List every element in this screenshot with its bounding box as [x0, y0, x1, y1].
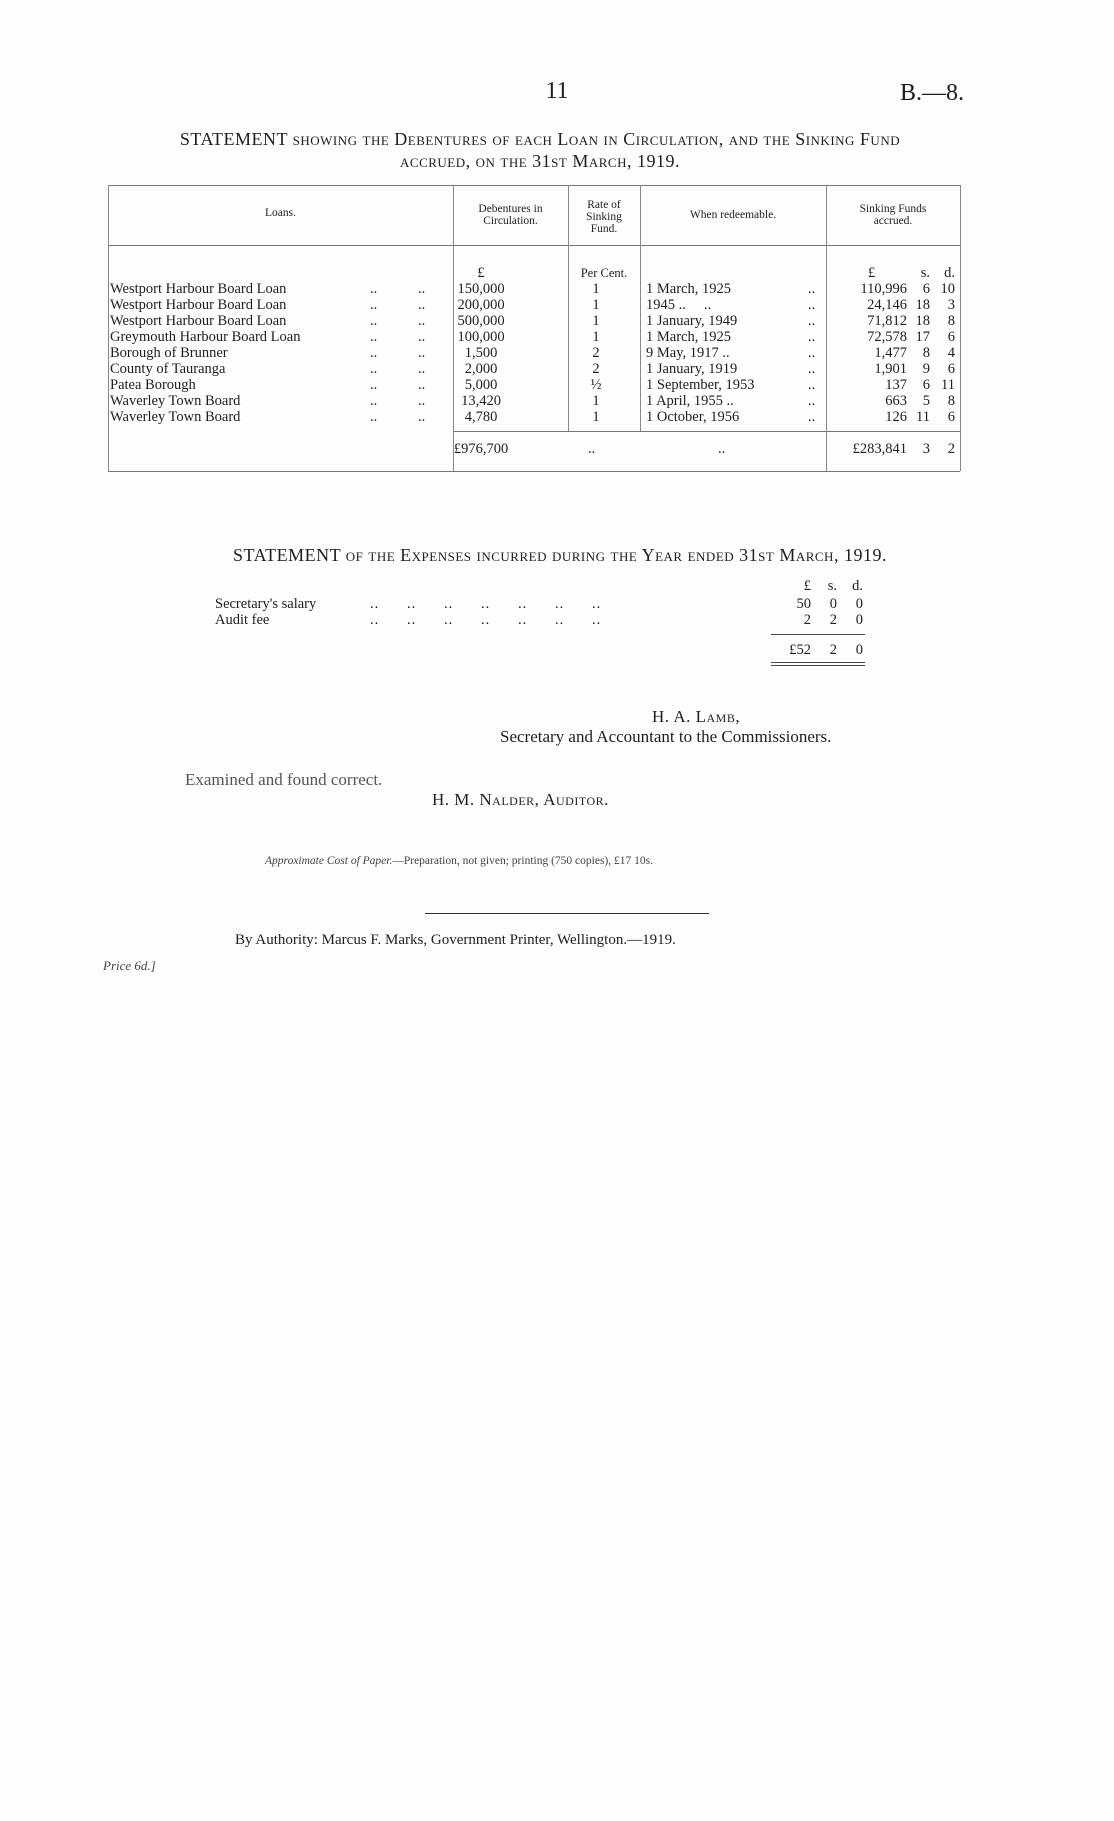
loan-name: County of Tauranga [110, 361, 226, 377]
sinking-pence: 8 [947, 313, 955, 329]
debentures-value: 4,780 [464, 409, 498, 425]
total-pence: 2 [947, 441, 955, 457]
total-pounds: £283,841 [852, 441, 907, 457]
rate-value: 1 [592, 329, 600, 345]
rate-value: 2 [592, 345, 600, 361]
sinking-shillings: 9 [922, 361, 930, 377]
sinking-pounds: 663 [885, 393, 907, 409]
footer-rule [425, 913, 709, 914]
sinking-pence: 10 [940, 281, 955, 297]
price-note: Price 6d.] [103, 958, 156, 973]
statement-title-line1: STATEMENT showing the Debentures of each Loan in Circulation, and the Sinking Fund [179, 129, 901, 149]
debentures-value: 200,000 [457, 297, 505, 313]
header-rate: Rate of Sinking Fund. [586, 199, 622, 235]
loan-name: Waverley Town Board [110, 393, 241, 409]
debentures-value: 500,000 [457, 313, 505, 329]
sinking-pence: 6 [947, 361, 955, 377]
expense-pounds: 50 [796, 596, 811, 612]
expense-label: Audit fee [215, 612, 270, 628]
sinking-shillings: 11 [916, 409, 930, 425]
debentures-table [108, 185, 960, 471]
loan-name: Greymouth Harbour Board Loan [110, 329, 301, 345]
sinking-pounds: 110,996 [860, 281, 907, 297]
page-number: 11 [545, 78, 569, 104]
rate-value: 2 [592, 361, 600, 377]
header-debentures: Debentures in Circulation. [478, 203, 543, 227]
total-shillings: 3 [922, 441, 930, 457]
table-row: Patea Borough .. .. 5,000 ½ 1 September, 1953 .. 137 6 11 [110, 377, 955, 393]
expenses-units: £ s. d. [803, 578, 863, 594]
sinking-pence: 11 [941, 377, 955, 393]
debentures-value: 100,000 [457, 329, 505, 345]
rate-value: 1 [592, 281, 600, 297]
examined-note: Examined and found correct. [185, 770, 383, 789]
loan-name: Westport Harbour Board Loan [110, 281, 287, 297]
table-row: Westport Harbour Board Loan .. .. 150,000 1 1 March, 1925 .. 110,996 6 10 [110, 281, 955, 297]
table-row: Greymouth Harbour Board Loan .. .. 100,000 1 1 March, 1925 .. 72,578 17 6 [110, 329, 955, 345]
rate-value: 1 [592, 393, 600, 409]
redeemable-date: 1 April, 1955 .. [646, 393, 734, 409]
units-row: £ Per Cent. £ s. d. [477, 265, 955, 281]
redeemable-date: 1 March, 1925 [646, 329, 731, 345]
expenses-table [215, 578, 875, 678]
table-row: Borough of Brunner .. .. 1,500 2 9 May, 1917 .. .. 1,477 8 4 [110, 345, 955, 361]
loan-name: Westport Harbour Board Loan [110, 297, 287, 313]
sinking-pounds: 24,146 [867, 297, 907, 313]
authority-line: By Authority: Marcus F. Marks, Government Printer, Wellington.—1919. [235, 932, 676, 948]
table-row: Westport Harbour Board Loan .. .. 500,000 1 1 January, 1949 .. 71,812 18 8 [110, 313, 955, 329]
expense-pence: 0 [855, 612, 863, 628]
sinking-pounds: 137 [885, 377, 907, 393]
debentures-value: 5,000 [464, 377, 498, 393]
rate-value: ½ [590, 377, 602, 393]
total-debentures: £976,700 [453, 441, 509, 457]
secretary-title: Secretary and Accountant to the Commissioners. [500, 727, 832, 746]
document-reference: B.—8. [899, 80, 964, 106]
expense-label: Secretary's salary [215, 596, 317, 612]
debentures-value: 13,420 [461, 393, 501, 409]
secretary-name: H. A. Lamb, [652, 707, 741, 726]
table-row: County of Tauranga .. .. 2,000 2 1 January, 1919 .. 1,901 9 6 [110, 361, 955, 377]
table-row: Waverley Town Board .. .. 13,420 1 1 April, 1955 .. .. 663 5 8 [110, 393, 955, 409]
sinking-pounds: 1,901 [874, 361, 907, 377]
header-redeemable: When redeemable. [689, 209, 777, 221]
redeemable-date: 1 January, 1949 [646, 313, 738, 329]
sinking-shillings: 6 [922, 377, 930, 393]
loan-name: Waverley Town Board [110, 409, 241, 425]
auditor-signature: H. M. Nalder, Auditor. [432, 790, 609, 809]
cost-note: Approximate Cost of Paper.—Preparation, not given; printing (750 copies), £17 10s. [265, 855, 653, 867]
header-sinking-funds: Sinking Funds accrued. [859, 203, 927, 227]
sinking-pounds: 1,477 [874, 345, 907, 361]
rate-value: 1 [592, 313, 600, 329]
sinking-pence: 6 [947, 409, 955, 425]
redeemable-date: 1 January, 1919 [646, 361, 738, 377]
debentures-value: 150,000 [457, 281, 505, 297]
sinking-shillings: 8 [922, 345, 930, 361]
expense-pounds: 2 [803, 612, 811, 628]
redeemable-date: 9 May, 1917 .. [646, 345, 730, 361]
expense-shillings: 2 [829, 612, 837, 628]
sinking-shillings: 6 [922, 281, 930, 297]
sinking-shillings: 17 [915, 329, 930, 345]
redeemable-date: 1945 .. .. [646, 297, 712, 313]
sinking-shillings: 18 [915, 313, 930, 329]
totals-row: £976,700 .. .. £283,841 3 2 [108, 441, 960, 457]
table-row: Waverley Town Board .. .. 4,780 1 1 October, 1956 .. 126 11 6 [110, 409, 955, 425]
sinking-pounds: 126 [885, 409, 907, 425]
sinking-pence: 8 [947, 393, 955, 409]
debentures-value: 2,000 [464, 361, 498, 377]
debentures-value: 1,500 [464, 345, 498, 361]
sinking-pence: 6 [947, 329, 955, 345]
sinking-pounds: 72,578 [867, 329, 907, 345]
expense-row: Secretary's salary .. .. .. .. .. .. .. 50 0 0 [215, 596, 863, 612]
loan-name: Borough of Brunner [110, 345, 228, 361]
sinking-pence: 4 [947, 345, 955, 361]
expense-shillings: 0 [829, 596, 837, 612]
rate-value: 1 [592, 409, 600, 425]
statement-title-line2: accrued, on the 31st March, 1919. [400, 151, 680, 171]
sinking-pence: 3 [947, 297, 955, 313]
redeemable-date: 1 March, 1925 [646, 281, 731, 297]
expenses-title: STATEMENT of the Expenses incurred during the Year ended 31st March, 1919. [233, 545, 887, 565]
expense-pence: 0 [855, 596, 863, 612]
table-row: Westport Harbour Board Loan .. .. 200,000 1 1945 .. .. .. 24,146 18 3 [110, 297, 955, 313]
loan-name: Westport Harbour Board Loan [110, 313, 287, 329]
redeemable-date: 1 October, 1956 [646, 409, 740, 425]
sinking-shillings: 5 [922, 393, 930, 409]
sinking-shillings: 18 [915, 297, 930, 313]
rate-value: 1 [592, 297, 600, 313]
redeemable-date: 1 September, 1953 [646, 377, 755, 393]
expense-row: Audit fee .. .. .. .. .. .. .. 2 2 0 [215, 612, 863, 628]
sinking-pounds: 71,812 [867, 313, 907, 329]
expenses-total: £52 2 0 [789, 642, 863, 658]
header-loans: Loans. [265, 207, 296, 219]
loan-name: Patea Borough [110, 377, 196, 393]
